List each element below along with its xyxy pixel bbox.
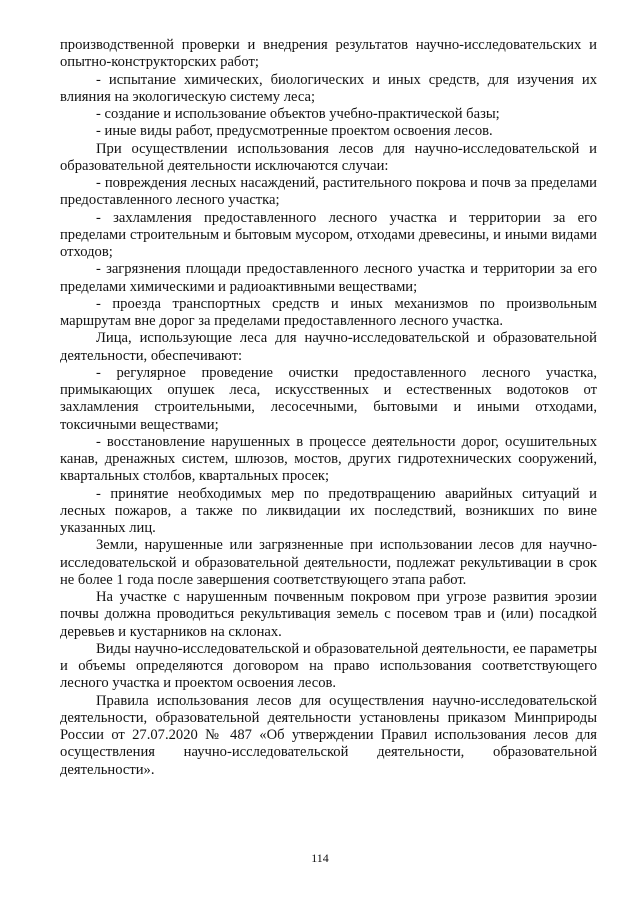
paragraph: - испытание химических, биологических и иных средств, для изучения их влияния на экологическую систему леса;: [60, 71, 597, 105]
paragraph: Лица, использующие леса для научно-исследовательской и образовательной деятельности, обеспечивают:: [60, 330, 597, 364]
paragraph: - принятие необходимых мер по предотвращению аварийных ситуаций и лесных пожаров, а также по ликвидации их последствий, возникших по вине указанных лиц.: [60, 485, 597, 536]
paragraph: - повреждения лесных насаждений, растительного покрова и почв за пределами предоставленного лесного участка;: [60, 175, 597, 209]
paragraph: На участке с нарушенным почвенным покровом при угрозе развития эрозии почвы должна проводиться рекультивация земель с посевом трав и (или) посадкой деревьев и кустарников на склонах.: [60, 589, 597, 640]
paragraph: При осуществлении использования лесов для научно-исследовательской и образовательной деятельности исключаются случаи:: [60, 140, 597, 174]
paragraph: - восстановление нарушенных в процессе деятельности дорог, осушительных канав, дренажных систем, шлюзов, мостов, других гидротехнических сооружений, квартальных столбов, квартальных просек;: [60, 433, 597, 485]
document-body: [60, 37, 597, 779]
paragraph: производственной проверки и внедрения результатов научно-исследовательских и опытно-конструкторских работ;: [60, 37, 597, 71]
paragraph: - регулярное проведение очистки предоставленного лесного участка, примыкающих опушек леса, искусственных и естественных водотоков от захламления строительными, лесосечными, бытовыми и иными отходами, токсичными веществами;: [60, 364, 597, 433]
paragraph: - создание и использование объектов учебно-практической базы;: [96, 106, 500, 122]
paragraph: Земли, нарушенные или загрязненные при использовании лесов для научно-исследовательской и образовательной деятельности, подлежат рекультивации в срок не более 1 года после завершения соответствующего этапа работ.: [60, 537, 597, 588]
paragraph: - захламления предоставленного лесного участка и территории за его пределами строительным и бытовым мусором, отходами древесины, и иными видами отходов;: [60, 209, 597, 260]
paragraph: - иные виды работ, предусмотренные проектом освоения лесов.: [96, 123, 493, 140]
paragraph: - проезда транспортных средств и иных механизмов по произвольным маршрутам вне дорог за пределами предоставленного лесного участка.: [60, 295, 597, 329]
paragraph: - загрязнения площади предоставленного лесного участка и территории за его пределами химическими и радиоактивными веществами;: [60, 261, 597, 295]
page-number: 114: [311, 851, 329, 865]
paragraph: Виды научно-исследовательской и образовательной деятельности, ее параметры и объемы определяются договором на право использования соответствующего лесного участка и проектом освоения лесов.: [60, 640, 597, 692]
paragraph: Правила использования лесов для осуществления научно-исследовательской деятельности, образовательной деятельности установлены приказом Минприроды России от 27.07.2020 № 487 «Об утверждении Правил использования лесов для осуществления научно-исследовательской деятельности, образовательной деятельности».: [60, 692, 597, 778]
